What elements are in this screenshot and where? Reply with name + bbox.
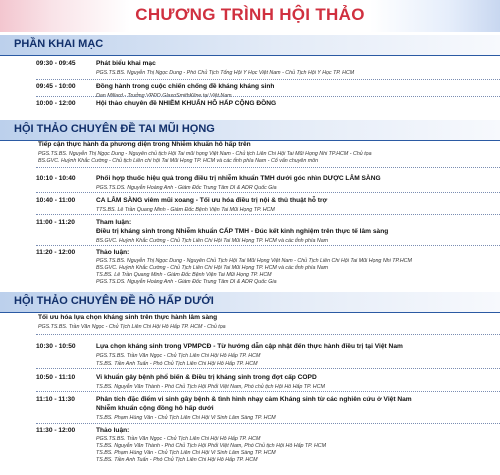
section-heading: HỘI THẢO CHUYÊN ĐỀ TAI MŨI HỌNG (14, 123, 215, 135)
agenda-time: 10:50 - 11:10 (36, 374, 76, 381)
agenda-speaker: TS.BS. Tiền Anh Tuấn - Phó Chủ Tịch Liên Chi Hội Hô Hấp TP. HCM (96, 361, 258, 367)
agenda-title-2: Điều trị kháng sinh trong Nhiễm khuẩn CẤP TMH - Đúc kết kinh nghiệm trên thực tế lâm sàng (96, 228, 389, 235)
agenda-time: 11:00 - 11:20 (36, 219, 75, 226)
divider (36, 79, 500, 80)
agenda-title: Hội thảo chuyên đề NHIỄM KHUẨN HÔ HẤP CỘNG ĐỒNG (96, 100, 277, 107)
agenda-time: 09:30 - 09:45 (36, 60, 76, 67)
panelist: PGS.TS.BS. Trần Văn Ngọc - Chủ Tịch Liên Chi Hội Hô Hấp TP. HCM (96, 436, 261, 442)
agenda-speaker: TTS.BS. Lê Trần Quang Minh - Giám Đốc Bệnh Viện Tai Mũi Họng TP. HCM (96, 207, 275, 213)
divider (36, 391, 500, 392)
agenda-speaker: PGS.TS.BS. Trần Văn Ngọc - Chủ Tịch Liên Chi Hội Hô Hấp TP. HCM (96, 353, 261, 359)
panelist: TS.BS. Phạm Hùng Vân - Chủ Tịch Liên Chi Hội Vi Sinh Lâm Sàng TP. HCM (96, 450, 276, 456)
divider (36, 192, 500, 193)
agenda-time: 11:10 - 11:30 (36, 396, 75, 403)
section-ent (0, 120, 500, 141)
panelist: TS.BS. Tiền Anh Tuấn - Phó Chủ Tịch Liên Chi Hội Hô Hấp TP. HCM (96, 457, 258, 463)
divider (36, 423, 500, 424)
session-title: Tối ưu hóa lựa chọn kháng sinh trên thực hành lâm sàng (38, 314, 218, 321)
agenda-title: Thảo luận: (96, 249, 130, 256)
panelist: BS.GVC. Huỳnh Khắc Cường - Chủ Tịch Liên Chi Hội Tai Mũi Họng TP. HCM và các tỉnh phía Nam (96, 265, 329, 271)
divider (36, 167, 500, 168)
agenda-title: Phát biểu khai mạc (96, 60, 156, 67)
section-heading: HỘI THẢO CHUYÊN ĐỀ HÔ HẤP DƯỚI (14, 295, 214, 307)
panelist: TS.BS. Nguyễn Văn Thành - Phó Chủ Tịch Hội Phổi Việt Nam, Phó Chủ tịch Hội Hô Hấp TP. HCM (96, 443, 327, 449)
agenda-time: 11:30 - 12:00 (36, 427, 76, 434)
agenda-speaker: TS.BS. Phạm Hùng Vân - Chủ Tịch Liên Chi Hội Vi Sinh Lâm Sàng TP. HCM (96, 415, 276, 421)
agenda-title: Tham luận: (96, 219, 132, 226)
agenda-speaker: BS.GVC. Huỳnh Khắc Cường - Chủ Tịch Liên Chi Hội Tai Mũi Họng TP. HCM và các tỉnh phía Nam (96, 238, 329, 244)
agenda-time: 10:40 - 11:00 (36, 197, 76, 204)
divider (36, 214, 500, 215)
agenda-speaker: PGS.TS.BS. Nguyễn Thị Ngọc Dung - Phó Chủ Tịch Tổng Hội Y Học Việt Nam - Chủ Tịch Hội Y Học TP. HCM (96, 70, 355, 76)
agenda-title: Vi khuẩn gây bệnh phổ biến & Điều trị kháng sinh trong đợt cấp COPD (96, 374, 317, 381)
session-title: Tiếp cận thực hành đa phương diện trong Nhiễm khuẩn hô hấp trên (38, 141, 251, 148)
agenda-speaker: PGS.TS.DS. Nguyễn Hoàng Anh - Giám Đốc Trung Tâm DI & ADR Quốc Gia (96, 185, 277, 191)
divider (36, 334, 500, 335)
agenda-title: Thảo luận: (96, 427, 130, 434)
agenda-time: 09:45 - 10:00 (36, 83, 76, 90)
session-advisor: BS.GVC. Huỳnh Khắc Cường - Chủ tịch Liên chi hội Tai Mũi Họng TP. HCM và các tỉnh phía Nam - Cố vấn chuyên môn (38, 158, 319, 164)
page-title: CHƯƠNG TRÌNH HỘI THẢO (135, 5, 365, 24)
agenda-title: Đồng hành trong cuộc chiến chống đề kháng kháng sinh (96, 83, 275, 90)
panelist: PGS.TS.DS. Nguyễn Hoàng Anh - Giám Đốc Trung Tâm DI & ADR Quốc Gia (96, 279, 277, 285)
session-chair: PGS.TS.BS. Nguyễn Thị Ngọc Dung - Nguyên chủ tịch Hội Tai mũi họng Việt Nam - Chủ tịch Liên Chi Hội Tai Mũi Họng Nhi TP.HCM - Chủ tọa (38, 151, 372, 157)
panelist: TS.BS. Lê Trần Quang Minh - Giám Đốc Bệnh Viện Tai Mũi Họng TP. HCM (96, 272, 272, 278)
agenda-time: 10:10 - 10:40 (36, 175, 76, 182)
panelist: PGS.TS.BS. Nguyễn Thị Ngọc Dung - Nguyên Chủ Tịch Hội Tai Mũi Họng Việt Nam - Chủ Tịch Liên Chi Hội Tai Mũi Họng Nhi TP.HCM (96, 258, 412, 264)
agenda-title: Phối hợp thuốc hiệu quả trong điều trị nhiễm khuẩn TMH dưới góc nhìn DƯỢC LÂM SÀNG (96, 175, 381, 182)
section-opening (0, 35, 500, 56)
divider (36, 245, 500, 246)
divider (36, 96, 500, 97)
agenda-title: CA LÂM SÀNG viêm mũi xoang - Tối ưu hóa điều trị nội & thủ thuật hỗ trợ (96, 197, 328, 204)
agenda-time: 11:20 - 12:00 (36, 249, 76, 256)
divider (36, 368, 500, 369)
agenda-title-2: Nhiễm khuẩn cộng đồng hô hấp dưới (96, 405, 214, 412)
agenda-title: Lựa chọn kháng sinh trong VPMPCĐ - Từ hướng dẫn cập nhật đến thực hành điều trị tại Việt Nam (96, 343, 403, 350)
agenda-time: 10:00 - 12:00 (36, 100, 76, 107)
agenda-speaker: TS.BS. Nguyễn Văn Thành - Phó Chủ Tịch Hội Phổi Việt Nam, Phó chủ tịch Hội Hô Hấp TP. HCM (96, 384, 325, 390)
agenda-speaker: Dan Millard - Trưởng VPĐD GlaxoSmithKline tại Việt Nam (96, 93, 232, 99)
agenda-title: Phân tích đặc điểm vi sinh gây bệnh & tình hình nhạy cảm Kháng sinh từ các nghiên cứu ở Việt Nam (96, 396, 412, 403)
session-chair: PGS.TS.BS. Trần Văn Ngọc - Chủ Tịch Liên Chi Hội Hô Hấp TP. HCM - Chủ tọa (38, 324, 226, 330)
section-lower-respiratory (0, 292, 500, 313)
section-heading: PHẦN KHAI MẠC (14, 38, 104, 50)
agenda-time: 10:30 - 10:50 (36, 343, 76, 350)
